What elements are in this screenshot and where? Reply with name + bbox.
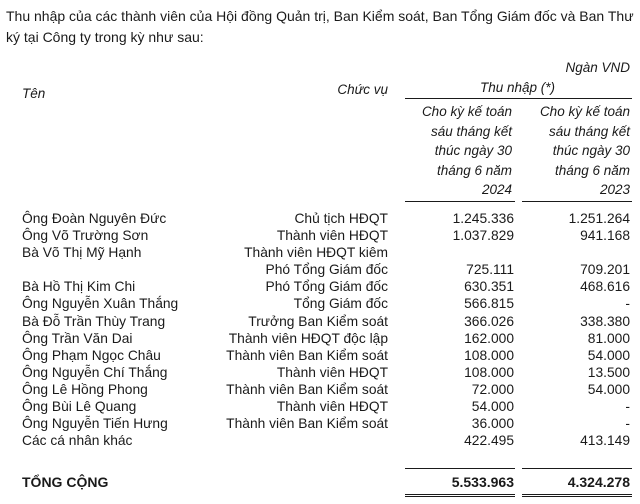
member-name: Ông Võ Trường Sơn: [22, 228, 149, 244]
header-underline-2024: [405, 201, 515, 202]
period-line: thúc ngày 30: [552, 143, 630, 158]
table-row: [0, 330, 640, 347]
table-row: [0, 261, 640, 278]
table-row: [0, 278, 640, 295]
table-row: [0, 295, 640, 312]
table-row: [0, 398, 640, 415]
member-position: Chủ tịch HĐQT: [294, 211, 388, 226]
member-name: Ông Bùi Lê Quang: [22, 399, 137, 415]
income-2023: -: [625, 399, 630, 415]
member-position: Phó Tổng Giám đốc: [265, 279, 388, 295]
income-2023: 468.616: [580, 279, 630, 295]
table-row: [0, 415, 640, 432]
intro-paragraph: Thu nhập của các thành viên của Hội đồng Quản trị, Ban Kiểm soát, Ban Tổng Giám đốc và Ban Thư ký tại Công ty trong kỳ như sau:: [6, 8, 634, 45]
table-row: [0, 313, 640, 330]
income-2023: 1.251.264: [568, 211, 630, 226]
member-name: Ông Trần Văn Dai: [22, 330, 133, 346]
member-position: Thành viên HĐQT: [276, 364, 388, 380]
income-2024: 36.000: [471, 416, 514, 432]
period-line: 2024: [481, 182, 512, 197]
member-name: Ông Phạm Ngọc Châu: [22, 347, 161, 363]
column-header-position: Chức vụ: [337, 82, 388, 97]
period-line: tháng 6 năm: [554, 162, 630, 178]
period-line: sáu tháng kết: [430, 123, 512, 139]
income-2023: 54.000: [587, 347, 630, 363]
income-2023: 54.000: [587, 381, 630, 397]
column-header-name: Tên: [22, 86, 46, 101]
income-2024: 630.351: [464, 279, 514, 295]
member-position: Thành viên Ban Kiểm soát: [226, 347, 388, 363]
table-row: [0, 244, 640, 261]
period-header-2024: [404, 102, 512, 200]
table-row: [0, 381, 640, 398]
member-position: Trưởng Ban Kiểm soát: [248, 313, 388, 329]
member-name: Ông Đoàn Nguyên Đức: [22, 211, 167, 226]
income-2023: 941.168: [580, 228, 630, 244]
income-2024: 725.111: [466, 262, 514, 278]
member-name: Các cá nhân khác: [22, 433, 133, 449]
income-2024: 54.000: [471, 399, 514, 415]
table-row: [0, 432, 640, 449]
period-line: tháng 6 năm: [436, 162, 512, 178]
income-2023: 413.149: [580, 433, 630, 449]
income-2023: -: [625, 416, 630, 432]
period-line: thúc ngày 30: [434, 143, 512, 158]
member-name: Bà Hồ Thị Kim Chi: [22, 279, 136, 295]
table-row: [0, 364, 640, 381]
table-row: [0, 347, 640, 364]
member-name: Ông Nguyễn Chí Thắng: [22, 364, 168, 380]
income-2024: 108.000: [464, 364, 514, 380]
income-header-divider: [405, 98, 632, 99]
subtotal-line-2023: [522, 468, 632, 469]
member-name: Bà Võ Thị Mỹ Hạnh: [22, 245, 142, 261]
total-label: TỔNG CỘNG: [22, 474, 109, 490]
income-2023: 81.000: [587, 330, 630, 346]
total-double-underline-2023: [522, 494, 632, 497]
total-row: [0, 474, 640, 494]
table-row: [0, 210, 640, 227]
income-2024: 1.037.829: [452, 228, 514, 244]
member-name: Ông Nguyễn Xuân Thắng: [22, 296, 179, 312]
income-2023: 338.380: [580, 313, 630, 329]
income-2024: 422.495: [464, 433, 514, 449]
total-2023: 4.324.278: [567, 474, 630, 490]
header-underline-2023: [522, 201, 632, 202]
table-row: [0, 227, 640, 244]
period-line: sáu tháng kết: [548, 123, 630, 139]
member-position: Thành viên HĐQT độc lập: [228, 330, 388, 346]
income-2024: 366.026: [464, 313, 514, 329]
member-position: Phó Tổng Giám đốc: [265, 262, 388, 278]
income-2024: 1.245.336: [452, 211, 514, 226]
member-position: Thành viên Ban Kiểm soát: [226, 416, 388, 432]
income-2024: 162.000: [464, 330, 514, 346]
unit-label: Ngàn VND: [565, 60, 630, 75]
income-2024: 108.000: [464, 347, 514, 363]
income-table-body: [0, 210, 640, 449]
member-name: Ông Nguyễn Tiến Hưng: [22, 416, 168, 432]
total-2024: 5.533.963: [451, 474, 514, 490]
income-2024: 566.815: [464, 296, 514, 312]
member-position: Thành viên HĐQT kiêm: [244, 245, 388, 261]
member-position: Thành viên HĐQT: [276, 228, 388, 244]
income-2023: 13.500: [587, 364, 630, 380]
member-position: Tổng Giám đốc: [293, 296, 388, 312]
column-header-income: Thu nhập (*): [479, 80, 556, 95]
period-line: Cho kỳ kế toán: [539, 104, 630, 119]
member-position: Thành viên HĐQT: [276, 399, 388, 415]
period-line: 2023: [599, 182, 630, 197]
period-header-2023: [522, 102, 630, 200]
income-2023: 709.201: [580, 262, 630, 278]
period-line: Cho kỳ kế toán: [421, 104, 512, 119]
member-position: Thành viên Ban Kiểm soát: [226, 381, 388, 397]
subtotal-line-2024: [405, 468, 515, 469]
member-name: Ông Lê Hồng Phong: [22, 381, 148, 397]
member-name: Bà Đỗ Trần Thùy Trang: [22, 313, 166, 329]
total-double-underline-2024: [405, 494, 515, 497]
income-2023: -: [625, 296, 630, 312]
income-2024: 72.000: [471, 381, 514, 397]
